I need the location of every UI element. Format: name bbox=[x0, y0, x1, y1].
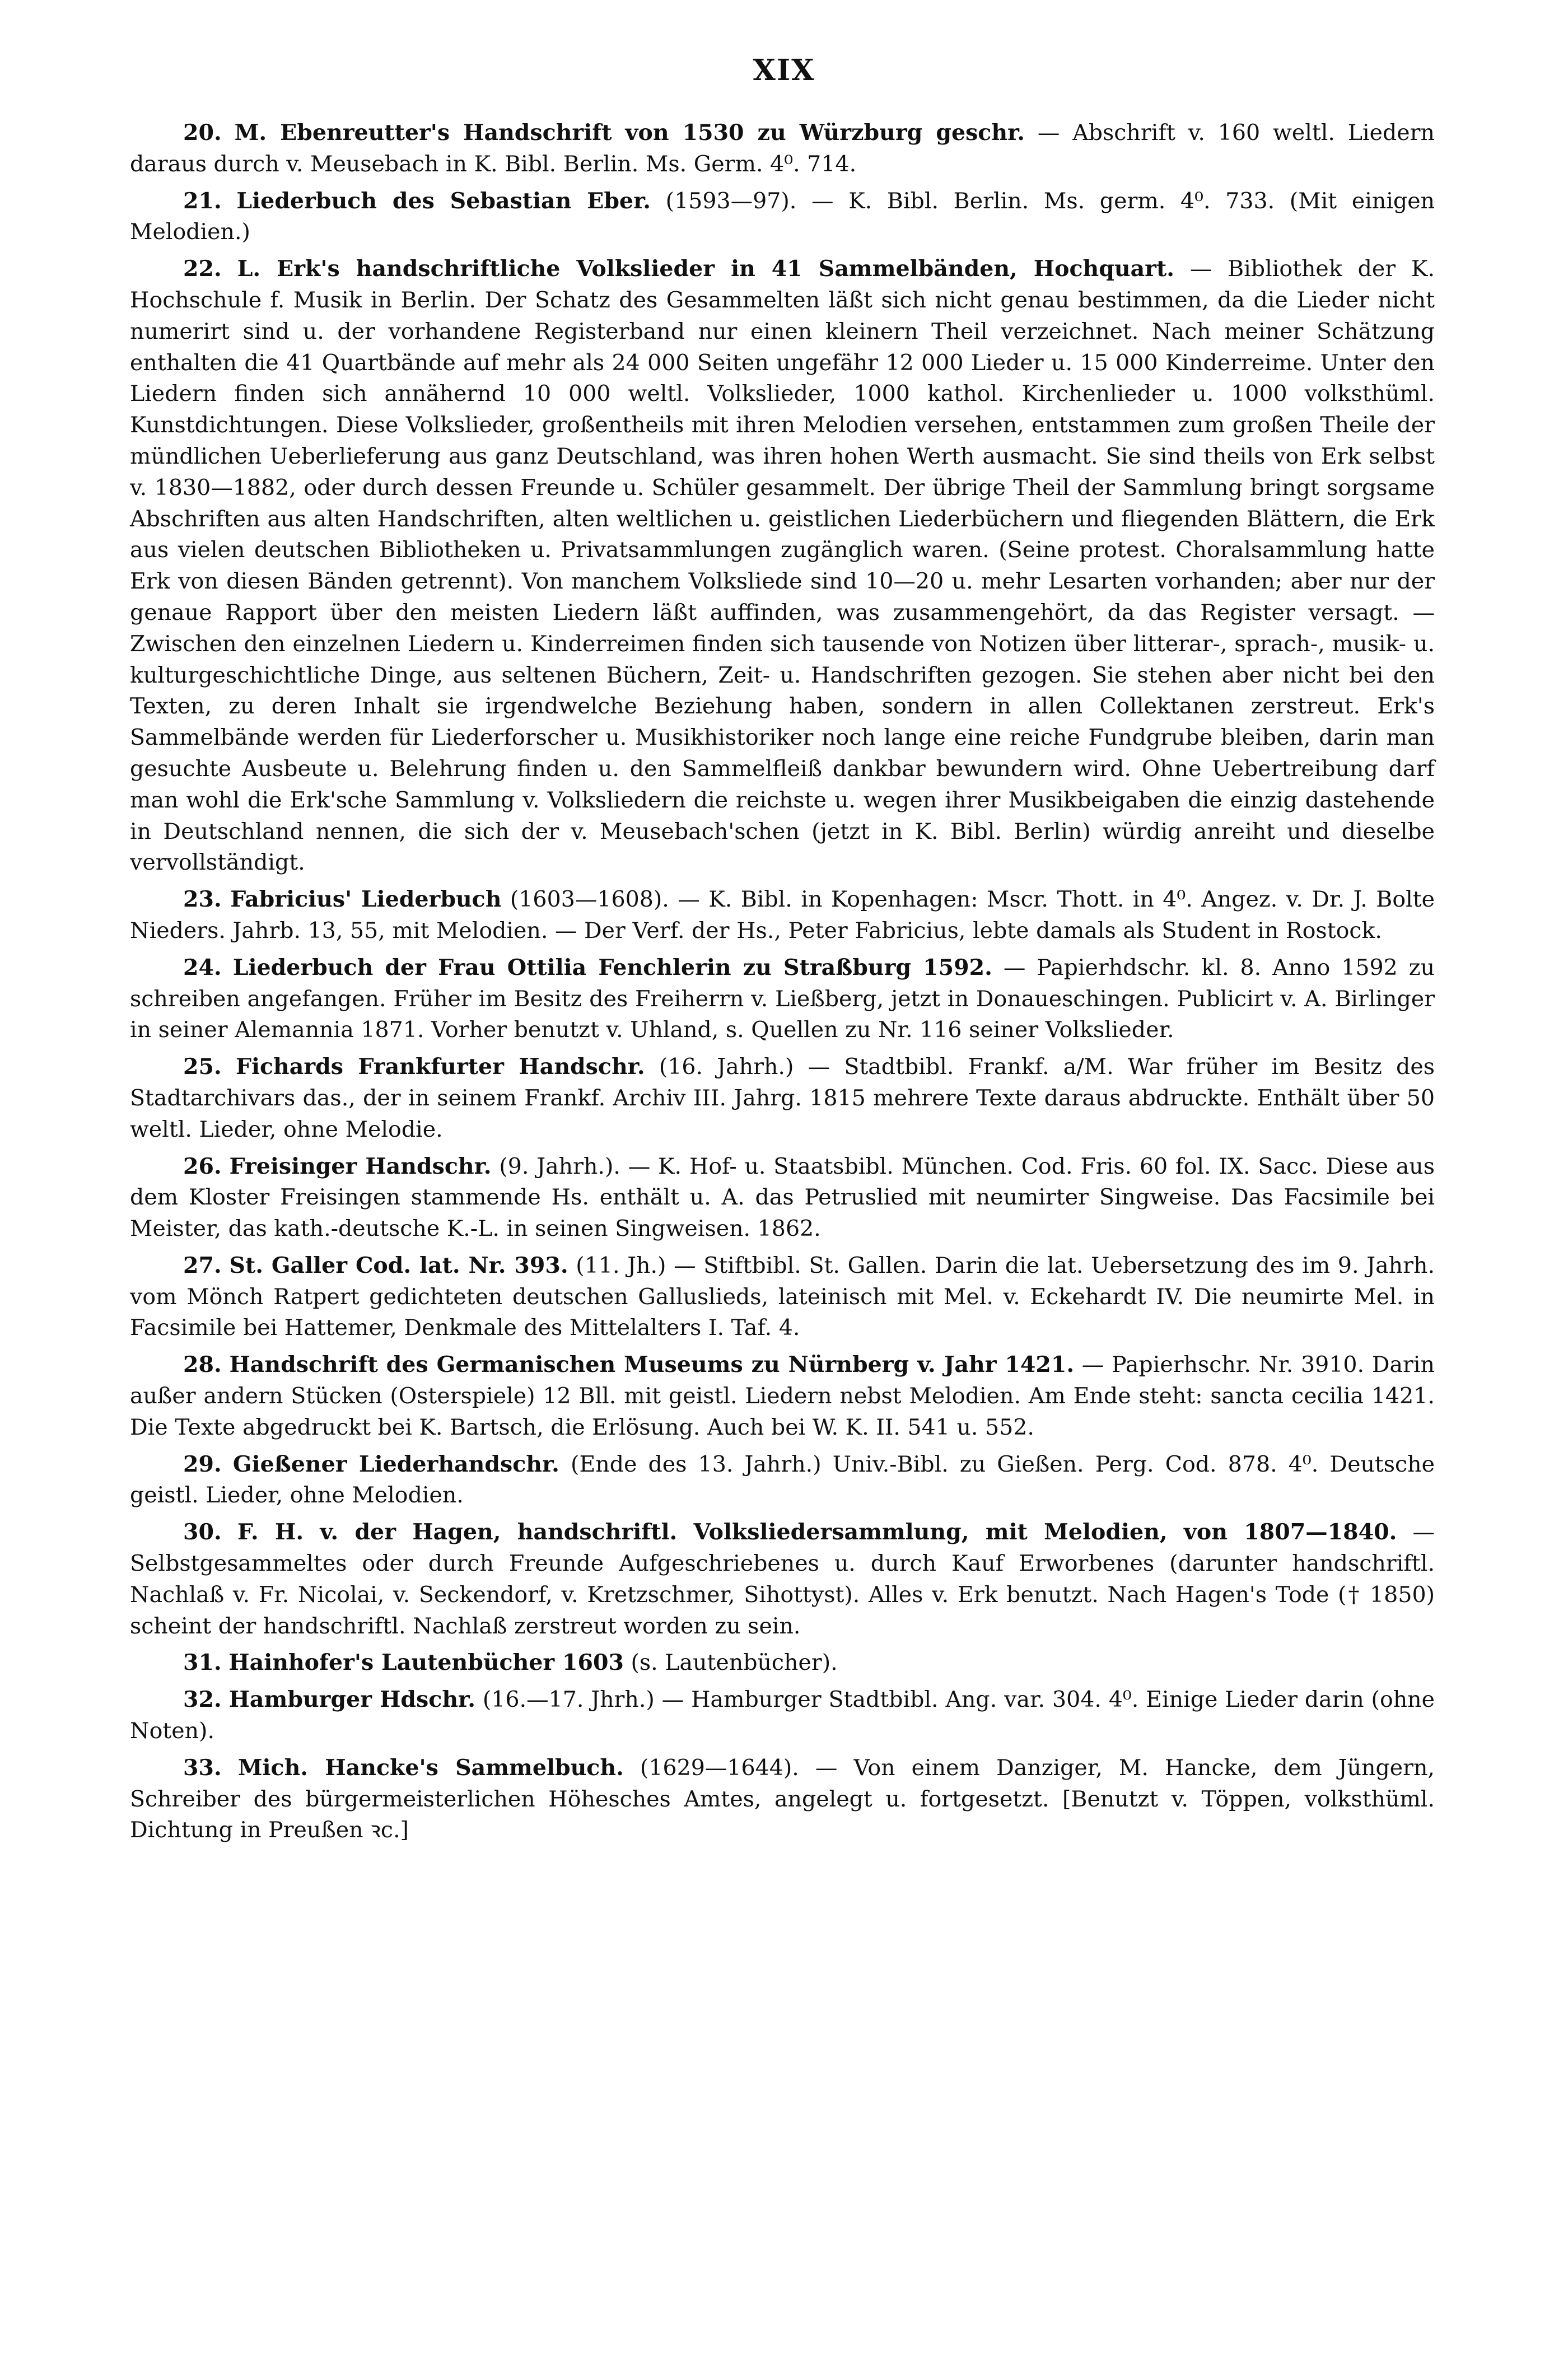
entry-title: F. H. v. der Hagen, handschriftl. Volksliedersammlung, mit Melodien, von 1807—1840. bbox=[237, 1519, 1397, 1546]
entry-number: 29. bbox=[183, 1451, 222, 1477]
entry-description: (s. Lautenbücher). bbox=[631, 1650, 838, 1676]
entry-title: Handschrift des Germanischen Museums zu Nürnberg v. Jahr 1421. bbox=[229, 1352, 1075, 1378]
entry-description: (1603—1608). — K. Bibl. in Kopenhagen: Mscr. Thott. in 4⁰. Angez. v. Dr. J. Bolte Nieders. Jahrb. 13, 55, mit Melodien. — Der Verf. der Hs., Peter Fabricius, lebte damals als Student in Rostock. bbox=[130, 886, 1435, 944]
entry-item bbox=[130, 186, 1435, 249]
entry-title: L. Erk's handschriftliche Volkslieder in 41 Sammelbänden, Hochquart. bbox=[237, 256, 1174, 282]
entry-item bbox=[130, 953, 1435, 1046]
entry-item bbox=[130, 1449, 1435, 1512]
entry-description: (1629—1644). — Von einem Danziger, M. Hancke, dem Jüngern, Schreiber des bürgermeisterlichen Höhesches Amtes, angelegt u. fortgesetzt. [Benutzt v. Töppen, volksthüml. Dichtung in Preußen ꝛc.] bbox=[130, 1754, 1435, 1843]
entry-description: (16. Jahrh.) — Stadtbibl. Frankf. a/M. War früher im Besitz des Stadtarchivars das., der in seinem Frankf. Archiv III. Jahrg. 1815 mehrere Texte daraus abdruckte. Enthält über 50 weltl. Lieder, ohne Melodie. bbox=[130, 1054, 1435, 1142]
entry-description: (9. Jahrh.). — K. Hof- u. Staatsbibl. München. Cod. Fris. 60 fol. IX. Sacc. Diese aus dem Kloster Freisingen stammende Hs. enthält u. A. das Petruslied mit neumirter Singweise. Das Facsimile bei Meister, das kath.-deutsche K.-L. in seinen Singweisen. 1862. bbox=[130, 1153, 1435, 1242]
entry-number: 32. bbox=[183, 1687, 222, 1713]
entry-number: 21. bbox=[183, 188, 222, 214]
entry-number: 30. bbox=[183, 1519, 222, 1546]
entry-item bbox=[130, 1350, 1435, 1443]
entry-title: Freisinger Handschr. bbox=[229, 1153, 492, 1179]
entry-title: Mich. Hancke's Sammelbuch. bbox=[237, 1754, 624, 1781]
entry-title: Hamburger Hdschr. bbox=[228, 1687, 475, 1713]
entry-item bbox=[130, 1753, 1435, 1846]
entry-number: 23. bbox=[183, 886, 222, 913]
entry-description: (16.—17. Jhrh.) — Hamburger Stadtbibl. Ang. var. 304. 4⁰. Einige Lieder darin (ohne Noten). bbox=[130, 1687, 1435, 1744]
entry-list bbox=[130, 118, 1435, 1852]
page-number: XIX bbox=[753, 53, 815, 87]
entry-number: 20. bbox=[183, 120, 222, 146]
entry-description: (Ende des 13. Jahrh.) Univ.-Bibl. zu Gießen. Perg. Cod. 878. 4⁰. Deutsche geistl. Lieder, ohne Melodien. bbox=[130, 1451, 1435, 1509]
entry-title: St. Galler Cod. lat. Nr. 393. bbox=[229, 1252, 568, 1278]
entry-item bbox=[130, 884, 1435, 947]
entry-number: 26. bbox=[183, 1153, 222, 1179]
entry-title: Liederbuch des Sebastian Eber. bbox=[236, 188, 651, 214]
entry-number: 25. bbox=[183, 1054, 222, 1080]
entry-item bbox=[130, 1684, 1435, 1747]
entry-title: Fabricius' Liederbuch bbox=[230, 886, 502, 913]
entry-number: 31. bbox=[183, 1650, 222, 1676]
entry-description: — Abschrift v. 160 weltl. Liedern daraus durch v. Meusebach in K. Bibl. Berlin. Ms. Germ. 4⁰. 714. bbox=[130, 120, 1435, 177]
entry-number: 27. bbox=[183, 1252, 222, 1278]
entry-description: (1593—97). — K. Bibl. Berlin. Ms. germ. 4⁰. 733. (Mit einigen Melodien.) bbox=[130, 188, 1435, 245]
entry-item bbox=[130, 254, 1435, 879]
entry-number: 33. bbox=[183, 1754, 222, 1781]
entry-number: 28. bbox=[183, 1352, 222, 1378]
entry-title: Liederbuch der Frau Ottilia Fenchlerin zu Straßburg 1592. bbox=[232, 954, 992, 981]
entry-description: — Bibliothek der K. Hochschule f. Musik in Berlin. Der Schatz des Gesammelten läßt sich nicht genau bestimmen, da die Lieder nicht numerirt sind u. der vorhandene Registerband nur einen kleinern Theil verzeichnet. Nach meiner Schätzung enthalten die 41 Quartbände auf mehr als 24 000 Seiten ungefähr 12 000 Lieder u. 15 000 Kinderreime. Unter den Liedern finden sich annähernd 10 000 weltl. Volkslieder, 1000 kathol. Kirchenlieder u. 1000 volksthüml. Kunstdichtungen. Diese Volkslieder, großentheils mit ihren Melodien versehen, entstammen zum großen Theile der mündlichen Ueberlieferung aus ganz Deutschland, was ihren hohen Werth ausmacht. Sie sind theils von Erk selbst v. 1830—1882, oder durch dessen Freunde u. Schüler gesammelt. Der übrige Theil der Sammlung bringt sorgsame Abschriften aus alten Handschriften, alten weltlichen u. geistlichen Liederbüchern und fliegenden Blättern, die Erk aus vielen deutschen Bibliotheken u. Privatsammlungen zugänglich waren. (Seine protest. Choralsammlung hatte Erk von diesen Bänden getrennt). Von manchem Volksliede sind 10—20 u. mehr Lesarten vorhanden; aber nur der genaue Rapport über den meisten Liedern läßt auffinden, was zusammengehört, da das Register versagt. — Zwischen den einzelnen Liedern u. Kinderreimen finden sich tausende von Notizen über litterar-, sprach-, musik- u. kulturgeschichtliche Dinge, aus seltenen Büchern, Zeit- u. Handschriften gezogen. Sie stehen aber nicht bei den Texten, zu deren Inhalt sie irgendwelche Beziehung haben, sondern in allen Collektanen zerstreut. Erk's Sammelbände werden für Liederforscher u. Musikhistoriker noch lange eine reiche Fundgrube bleiben, darin man gesuchte Ausbeute u. Belehrung finden u. den Sammelfleiß dankbar bewundern wird. Ohne Uebertreibung darf man wohl die Erk'sche Sammlung v. Volksliedern die reichste u. wegen ihrer Musikbeigaben die einzig dastehende in Deutschland nennen, die sich der v. Meusebach'schen (jetzt in K. Bibl. Berlin) würdig anreiht und dieselbe vervollständigt. bbox=[130, 256, 1435, 876]
entry-title: Gießener Liederhandschr. bbox=[232, 1451, 559, 1477]
entry-title: Hainhofer's Lautenbücher 1603 bbox=[228, 1650, 624, 1676]
entry-title: Fichards Frankfurter Handschr. bbox=[235, 1054, 645, 1080]
entry-description: — Papierhschr. Nr. 3910. Darin außer andern Stücken (Osterspiele) 12 Bll. mit geistl. Liedern nebst Melodien. Am Ende steht: sancta cecilia 1421. Die Texte abgedruckt bei K. Bartsch, die Erlösung. Auch bei W. K. II. 541 u. 552. bbox=[130, 1352, 1435, 1440]
entry-description: (11. Jh.) — Stiftbibl. St. Gallen. Darin die lat. Uebersetzung des im 9. Jahrh. vom Mönch Ratpert gedichteten deutschen Galluslieds, lateinisch mit Mel. v. Eckehardt IV. Die neumirte Mel. in Facsimile bei Hattemer, Denkmale des Mittelalters I. Taf. 4. bbox=[130, 1252, 1435, 1341]
entry-number: 22. bbox=[183, 256, 222, 282]
entry-item bbox=[130, 1250, 1435, 1344]
entry-item bbox=[130, 1052, 1435, 1145]
entry-description: — Papierhdschr. kl. 8. Anno 1592 zu schreiben angefangen. Früher im Besitz des Freiherrn v. Ließberg, jetzt in Donaueschingen. Publicirt v. A. Birlinger in seiner Alemannia 1871. Vorher benutzt v. Uhland, s. Quellen zu Nr. 116 seiner Volkslieder. bbox=[130, 954, 1435, 1043]
entry-item bbox=[130, 118, 1435, 180]
entry-item bbox=[130, 1517, 1435, 1642]
entry-item bbox=[130, 1151, 1435, 1245]
entry-number: 24. bbox=[183, 954, 222, 981]
entry-description: — Selbstgesammeltes oder durch Freunde Aufgeschriebenes u. durch Kauf Erworbenes (darunter handschriftl. Nachlaß v. Fr. Nicolai, v. Seckendorf, v. Kretzschmer, Sihottyst). Alles v. Erk benutzt. Nach Hagen's Tode († 1850) scheint der handschriftl. Nachlaß zerstreut worden zu sein. bbox=[130, 1519, 1435, 1639]
entry-item bbox=[130, 1647, 1435, 1679]
entry-title: M. Ebenreutter's Handschrift von 1530 zu Würzburg geschr. bbox=[234, 120, 1025, 146]
